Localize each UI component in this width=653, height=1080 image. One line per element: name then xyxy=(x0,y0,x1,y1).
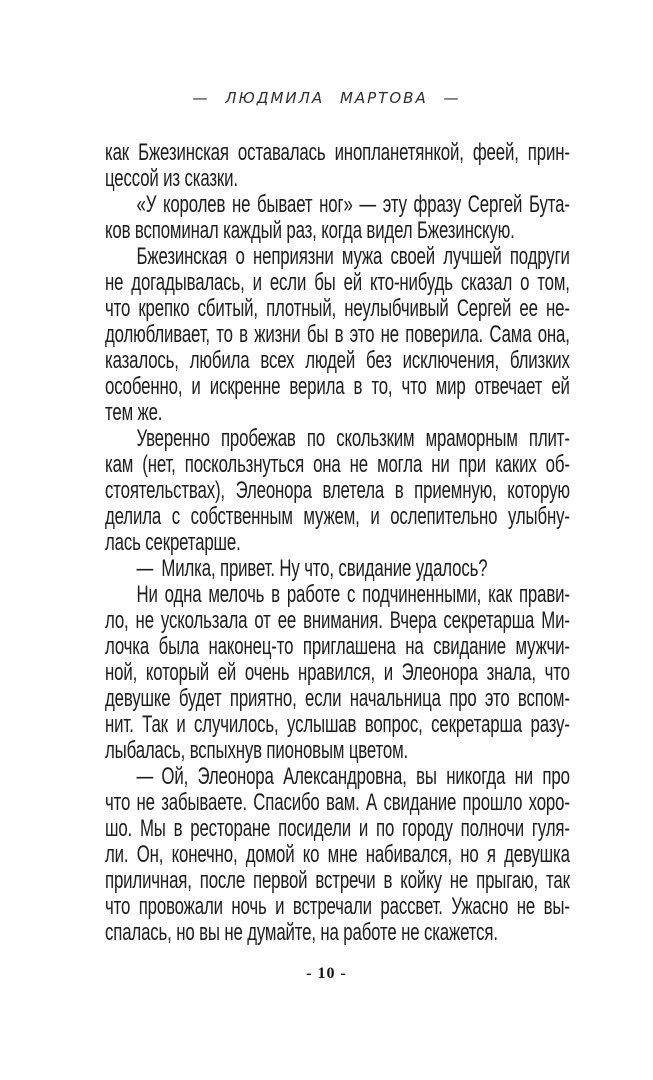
text-line: Уверенно пробежав по скользким мраморным плит- xyxy=(136,425,570,452)
text-line: цессой из сказки. xyxy=(105,165,238,192)
text-line: девушке будет приятно, если начальница про это вспом- xyxy=(105,685,570,712)
text-line: что провожали ночь и встречали рассвет. Ужасно не вы- xyxy=(105,893,570,920)
text-line: Бжезинская о неприязни мужа своей лучшей подруги xyxy=(136,243,570,270)
text-line: делила с собственным мужем, и ослепительно улыбну- xyxy=(105,503,570,530)
text-line: ло, не ускользала от ее внимания. Вчера секретарша Ми- xyxy=(105,607,570,634)
text-line: как Бжезинская оставалась инопланетянкой, феей, прин- xyxy=(105,139,570,166)
text-line: — Милка, привет. Ну что, свидание удалось? xyxy=(136,555,488,582)
text-line: особенно, и искренне верила в то, что мир отвечает ей xyxy=(105,373,570,400)
text-line: нит. Так и случилось, услышав вопрос, секретарша разу- xyxy=(105,711,570,738)
page-number: - 10 - xyxy=(306,965,347,982)
text-line: Ни одна мелочь в работе с подчиненными, как прави- xyxy=(136,581,570,608)
text-line: что крепко сбитый, плотный, неулыбчивый Сергей ее не- xyxy=(105,295,570,322)
text-line: не догадывалась, и если бы ей кто-нибудь сказал о том, xyxy=(105,269,570,296)
text-block xyxy=(105,140,570,946)
running-header: — ЛЮДМИЛА МАРТОВА — xyxy=(192,89,461,107)
text-line: лась секретарше. xyxy=(105,529,241,556)
text-line: тем же. xyxy=(105,399,163,426)
text-line: шо. Мы в ресторане посидели и по городу полночи гуля- xyxy=(105,815,570,842)
text-line: ков вспоминал каждый раз, когда видел Бжезинскую. xyxy=(105,217,515,244)
text-line: «У королев не бывает ног» — эту фразу Сергей Бута- xyxy=(136,191,570,218)
text-line: приличная, после первой встречи в койку не прыгаю, так xyxy=(105,867,570,894)
text-line: казалось, любила всех людей без исключения, близких xyxy=(105,347,570,374)
text-line: кам (нет, поскользнуться она не могла ни при каких об- xyxy=(105,451,570,478)
text-line: ли. Он, конечно, домой ко мне набивался, но я девушка xyxy=(105,841,570,868)
text-line: что не забываете. Спасибо вам. А свидание прошло хоро- xyxy=(105,789,570,816)
text-line: спалась, но вы не думайте, на работе не скажется. xyxy=(105,919,498,946)
text-line: стоятельствах), Элеонора влетела в приемную, которую xyxy=(105,477,570,504)
text-line: — Ой, Элеонора Александровна, вы никогда ни про xyxy=(136,763,570,790)
text-line: долюбливает, то в жизни бы в это не поверила. Сама она, xyxy=(105,321,570,348)
text-line: лочка была наконец-то приглашена на свидание мужчи- xyxy=(105,633,570,660)
text-line: лыбалась, вспыхнув пионовым цветом. xyxy=(105,737,409,764)
text-line: ной, который ей очень нравился, и Элеонора знала, что xyxy=(105,659,570,686)
